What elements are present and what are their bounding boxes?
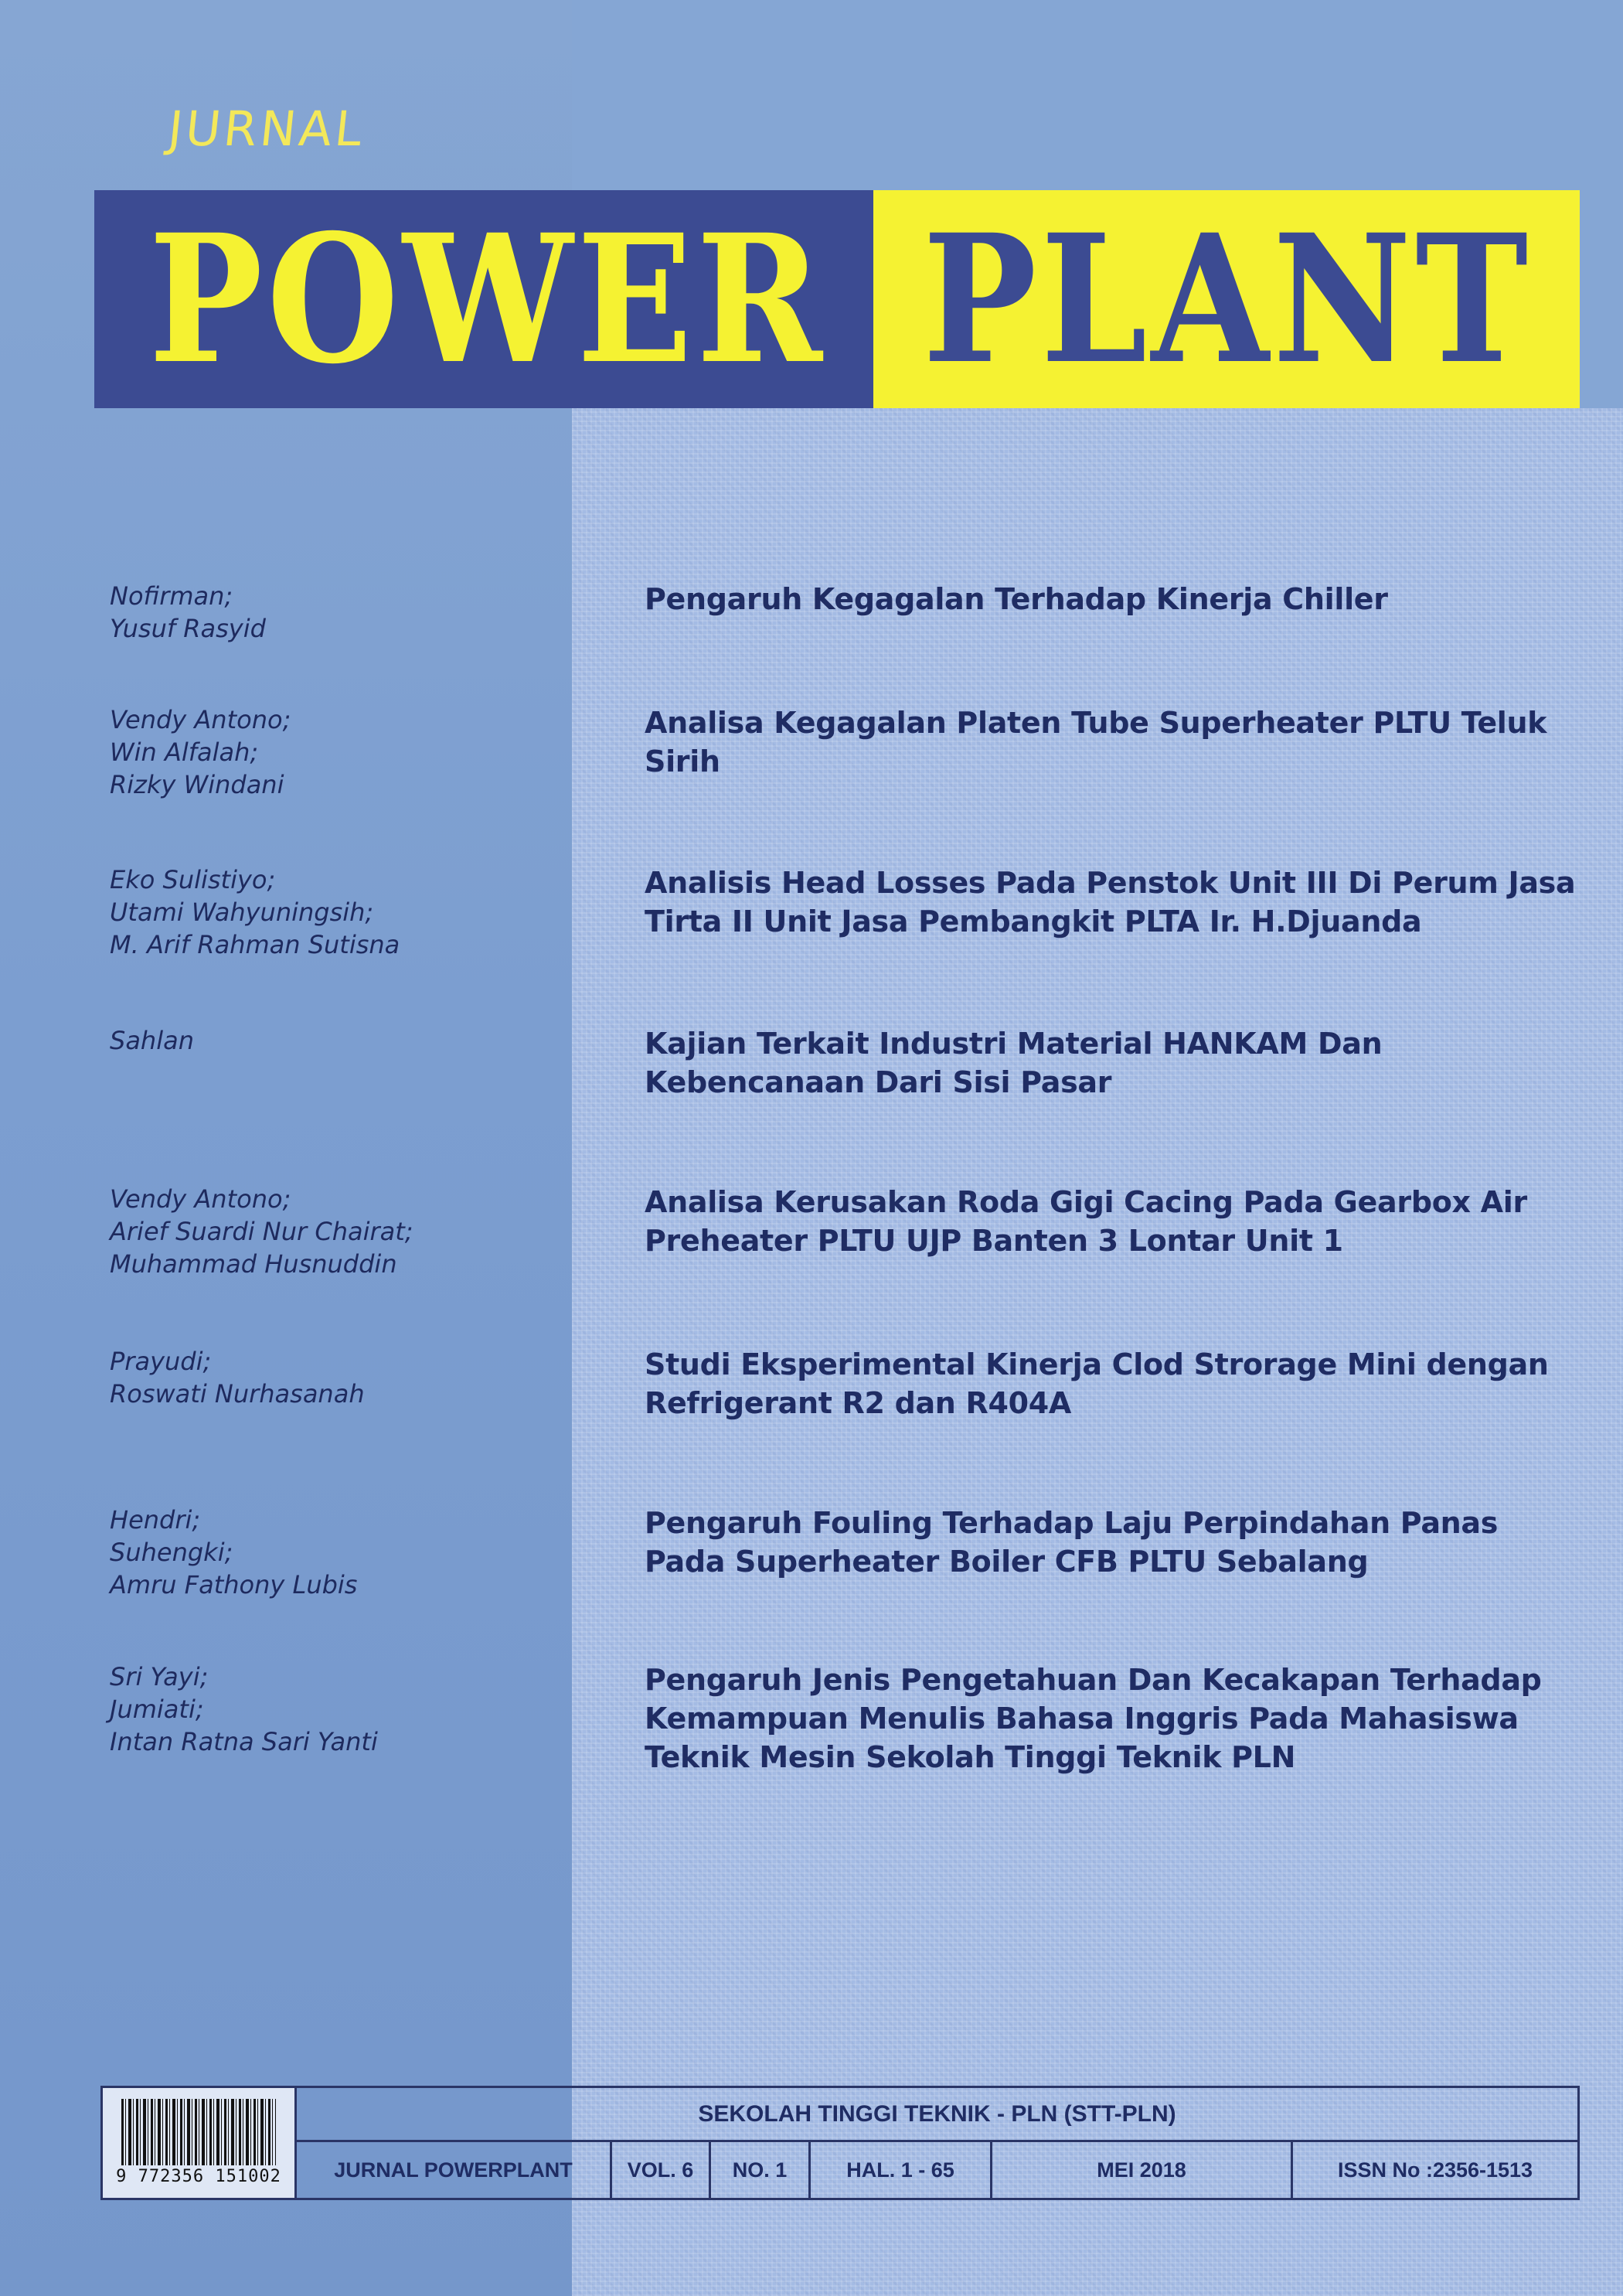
author: Nofirman; <box>110 581 233 611</box>
author: Vendy Antono; <box>110 1184 291 1214</box>
author: Suhengki; <box>110 1538 233 1567</box>
author: Sri Yayi; <box>110 1662 209 1691</box>
article-authors <box>110 1661 543 1758</box>
author: Rizky Windani <box>110 770 284 799</box>
article-authors <box>110 580 543 645</box>
article-title: Analisa Kerusakan Roda Gigi Cacing Pada Gearbox Air Preheater PLTU UJP Banten 3 Lontar Unit 1 <box>645 1185 1527 1258</box>
journal-name: JURNAL POWERPLANT <box>297 2142 612 2198</box>
article-title: Pengaruh Jenis Pengetahuan Dan Kecakapan Terhadap Kemampuan Menulis Bahasa Inggris Pada Mahasiswa Teknik Mesin Sekolah Tinggi Teknik PLN <box>645 1663 1542 1774</box>
author: Prayudi; <box>110 1347 212 1376</box>
author: Win Alfalah; <box>110 738 259 767</box>
publisher: SEKOLAH TINGGI TEKNIK - PLN (STT-PLN) <box>297 2088 1577 2142</box>
article-authors <box>110 703 543 801</box>
title-band <box>94 190 1580 408</box>
article-title: Analisis Head Losses Pada Penstok Unit III Di Perum Jasa Tirta II Unit Jasa Pembangkit PLTA Ir. H.Djuanda <box>645 866 1576 938</box>
barcode-bars <box>121 2099 276 2165</box>
article-authors <box>110 1504 543 1601</box>
author: Eko Sulistiyo; <box>110 865 276 894</box>
author: M. Arif Rahman Sutisna <box>110 930 400 959</box>
issue-number: NO. 1 <box>711 2142 811 2198</box>
author: Yusuf Rasyid <box>110 614 266 643</box>
author: Hendri; <box>110 1505 201 1535</box>
barcode <box>103 2088 297 2198</box>
issn: ISSN No :2356-1513 <box>1337 2158 1533 2182</box>
pages: HAL. 1 - 65 <box>811 2142 992 2198</box>
barcode-number: 9 772356 151002 <box>116 2167 281 2186</box>
article-title: Pengaruh Kegagalan Terhadap Kinerja Chiller <box>645 582 1388 616</box>
author: Utami Wahyuningsih; <box>110 898 374 927</box>
journal-title <box>94 190 1580 408</box>
author: Jumiati; <box>110 1695 204 1724</box>
article-authors <box>110 1345 543 1410</box>
author: Arief Suardi Nur Chairat; <box>110 1217 413 1246</box>
author: Amru Fathony Lubis <box>110 1570 358 1599</box>
article-title: Pengaruh Fouling Terhadap Laju Perpindahan Panas Pada Superheater Boiler CFB PLTU Sebalang <box>645 1506 1499 1579</box>
article-authors <box>110 1183 543 1280</box>
author: Vendy Antono; <box>110 705 291 734</box>
publication-details <box>297 2142 1577 2198</box>
author: Muhammad Husnuddin <box>110 1249 397 1279</box>
article-title: Studi Eksperimental Kinerja Clod Strorage Mini dengan Refrigerant R2 dan R404A <box>645 1347 1549 1420</box>
volume: VOL. 6 <box>612 2142 711 2198</box>
article-authors <box>110 1024 543 1057</box>
author: Roswati Nurhasanah <box>110 1379 365 1409</box>
author: Sahlan <box>110 1026 194 1055</box>
journal-title-plant: PLANT <box>922 196 1533 403</box>
article-authors <box>110 864 543 961</box>
journal-title-power: POWER <box>148 196 827 403</box>
publication-date: MEI 2018 <box>992 2142 1293 2198</box>
article-title: Analisa Kegagalan Platen Tube Superheater PLTU Teluk Sirih <box>645 706 1547 778</box>
publication-info-box <box>100 2086 1580 2200</box>
author: Intan Ratna Sari Yanti <box>110 1727 378 1756</box>
article-title: Kajian Terkait Industri Material HANKAM Dan Kebencanaan Dari Sisi Pasar <box>645 1027 1383 1099</box>
journal-label: JURNAL <box>165 100 368 157</box>
